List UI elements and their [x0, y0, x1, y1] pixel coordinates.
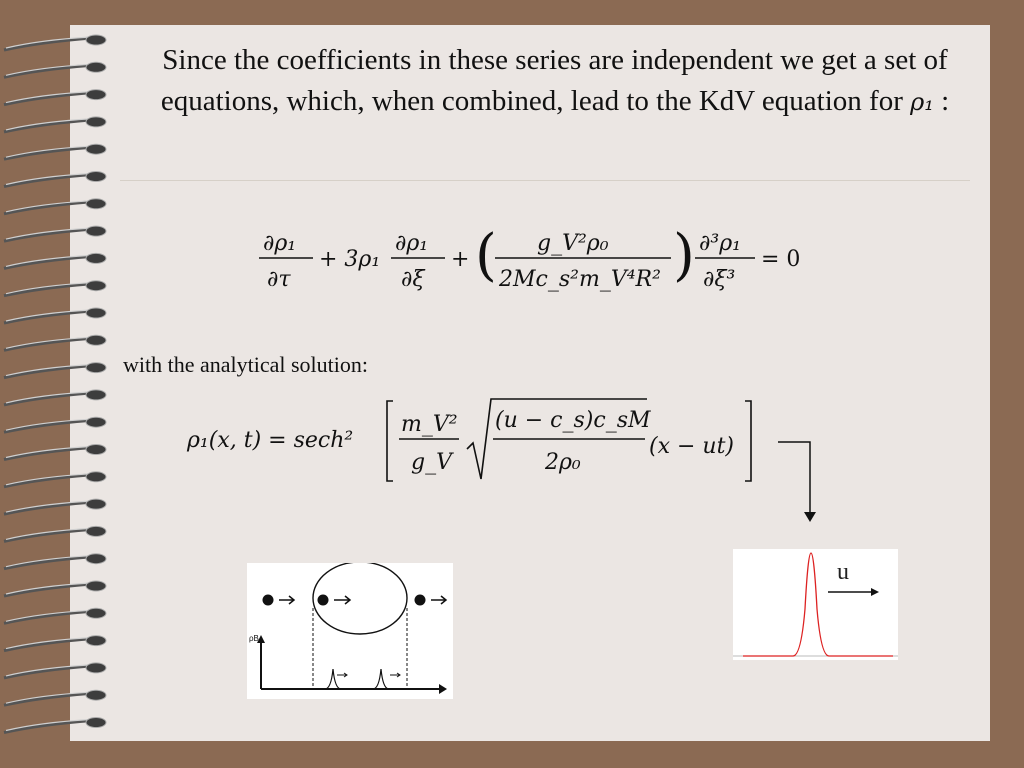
- spiral-coil: [4, 253, 106, 268]
- eq2-frac1-num: m_V²: [401, 412, 458, 437]
- eq2-right-bracket: [745, 401, 751, 481]
- eq1-plus2: +: [451, 247, 470, 272]
- soliton-solution-equation: [185, 393, 765, 488]
- particle-icons: [263, 595, 447, 606]
- title-tail: :: [933, 85, 950, 117]
- spiral-coil: [4, 335, 106, 350]
- eq1-plus1: + 3ρ₁: [319, 247, 381, 272]
- eq1-term2-den: ∂ξ: [401, 267, 425, 292]
- spiral-coil: [4, 90, 106, 105]
- spiral-binding: [0, 0, 120, 768]
- kdv-equation: [255, 220, 815, 310]
- spiral-coil: [4, 226, 106, 241]
- spiral-coil: [4, 281, 106, 296]
- eq2-frac1-den: g_V: [411, 450, 452, 475]
- down-arrow-icon: [770, 430, 830, 530]
- analytical-solution-label: with the analytical solution:: [123, 352, 369, 377]
- particle-dot-icon: [318, 595, 329, 606]
- slide-title: [145, 40, 965, 123]
- title-symbol: ρ₁: [910, 88, 934, 116]
- title-text: Since the coefficients in these series are independent we get a set of equations, which, when combined, lead to the KdV equation for: [160, 44, 948, 117]
- spiral-coil: [4, 117, 106, 132]
- spiral-coil: [4, 445, 106, 460]
- spiral-coil: [4, 199, 106, 214]
- spiral-coil: [4, 172, 106, 187]
- bubble-diagram: [247, 563, 453, 699]
- soliton-curve: [743, 553, 893, 656]
- eq2-frac2-num: (u − c_s)c_sM: [495, 408, 651, 433]
- title-divider: [120, 180, 970, 181]
- eq1-term1-num: ∂ρ₁: [263, 231, 297, 256]
- spiral-coil: [4, 363, 106, 378]
- eq1-rhs: = 0: [761, 247, 801, 272]
- eq2-tail: (x − ut): [649, 434, 735, 459]
- right-arrow-icon: [334, 596, 350, 604]
- soliton-pulse-plot: [733, 549, 898, 660]
- spiral-coil: [4, 472, 106, 487]
- eq1-term4-den: ∂ξ³: [703, 267, 736, 292]
- eq1-left-paren: (: [475, 223, 497, 288]
- spiral-coil: [4, 308, 106, 323]
- eq2-left-bracket: [387, 401, 393, 481]
- particle-dot-icon: [263, 595, 274, 606]
- eq2-frac2-den: 2ρ₀: [545, 450, 581, 475]
- spiral-coil: [4, 581, 106, 596]
- spiral-coil: [4, 499, 106, 514]
- spiral-coil: [4, 417, 106, 432]
- eq1-term2-num: ∂ρ₁: [395, 231, 429, 256]
- eq1-term1-den: ∂τ: [267, 267, 291, 292]
- spiral-coil: [4, 608, 106, 623]
- spiral-coil: [4, 554, 106, 569]
- eq1-term3-num: g_V²ρ₀: [537, 231, 609, 256]
- right-arrow-icon: [871, 588, 879, 596]
- eq1-term4-num: ∂³ρ₁: [699, 231, 741, 256]
- right-arrow-icon: [279, 596, 294, 604]
- spiral-coil: [4, 526, 106, 541]
- spiral-coil: [4, 390, 106, 405]
- eq2-lhs: ρ₁(x, t) = sech²: [187, 428, 354, 453]
- spiral-coil: [4, 718, 106, 733]
- eq1-term3-den: 2Mc_s²m_V⁴R²: [499, 267, 661, 292]
- axis-label: ρB: [249, 634, 259, 643]
- spiral-coil: [4, 636, 106, 651]
- spiral-coil: [4, 62, 106, 77]
- spiral-coil: [4, 690, 106, 705]
- spiral-coil: [4, 144, 106, 159]
- eq1-right-paren: ): [673, 223, 695, 288]
- spiral-coil: [4, 35, 106, 50]
- spiral-coil: [4, 663, 106, 678]
- particle-dot-icon: [415, 595, 426, 606]
- velocity-label: u: [837, 559, 849, 585]
- right-arrow-icon: [431, 596, 446, 604]
